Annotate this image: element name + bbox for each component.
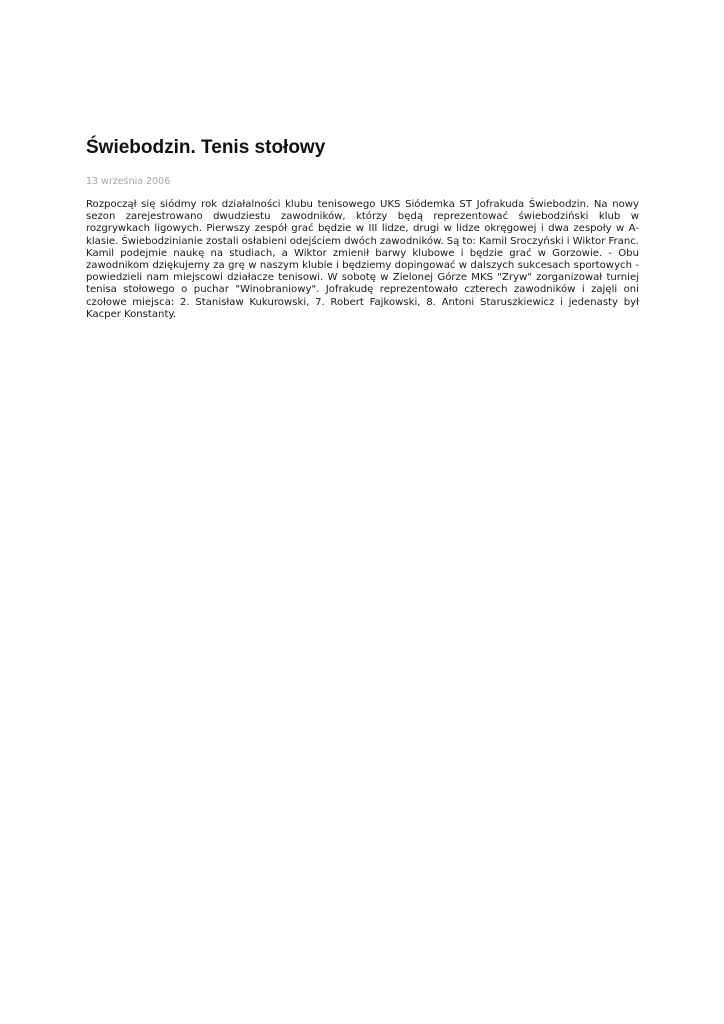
article-body: Rozpoczął się siódmy rok działalności klubu tenisowego UKS Siódemka ST Jofrakuda Świebodzin. Na nowy sezon zarejestrowano dwudziestu zawodników, którzy będą reprezentować świebodziński klub w rozgrywkach ligowych. Pierwszy zespół grać będzie w III lidze, drugi w lidze okręgowej i dwa zespoły w A-klasie. Świebodzinianie zostali osłabieni odejściem dwóch zawodników. Są to: Kamil Sroczyński i Wiktor Franc. Kamil podejmie naukę na studiach, a Wiktor zmienił barwy klubowe i będzie grać w Gorzowie. - Obu zawodnikom dziękujemy za grę w naszym klubie i będziemy dopingować w dalszych sukcesach sportowych - powiedzieli nam miejscowi działacze tenisowi. W sobotę w Zielonej Górze MKS "Zryw" zorganizował turniej tenisa stołowego o puchar "Winobraniowy". Jofrakudę reprezentowało czterech zawodników i zajęli oni czołowe miejsca: 2. Stanisław Kukurowski, 7. Robert Fajkowski, 8. Antoni Staruszkiewicz i jedenasty był Kacper Konstanty. [86,199,639,320]
article-title: Świebodzin. Tenis stołowy [86,137,326,158]
article-date: 13 września 2006 [86,176,171,187]
article [86,136,639,331]
